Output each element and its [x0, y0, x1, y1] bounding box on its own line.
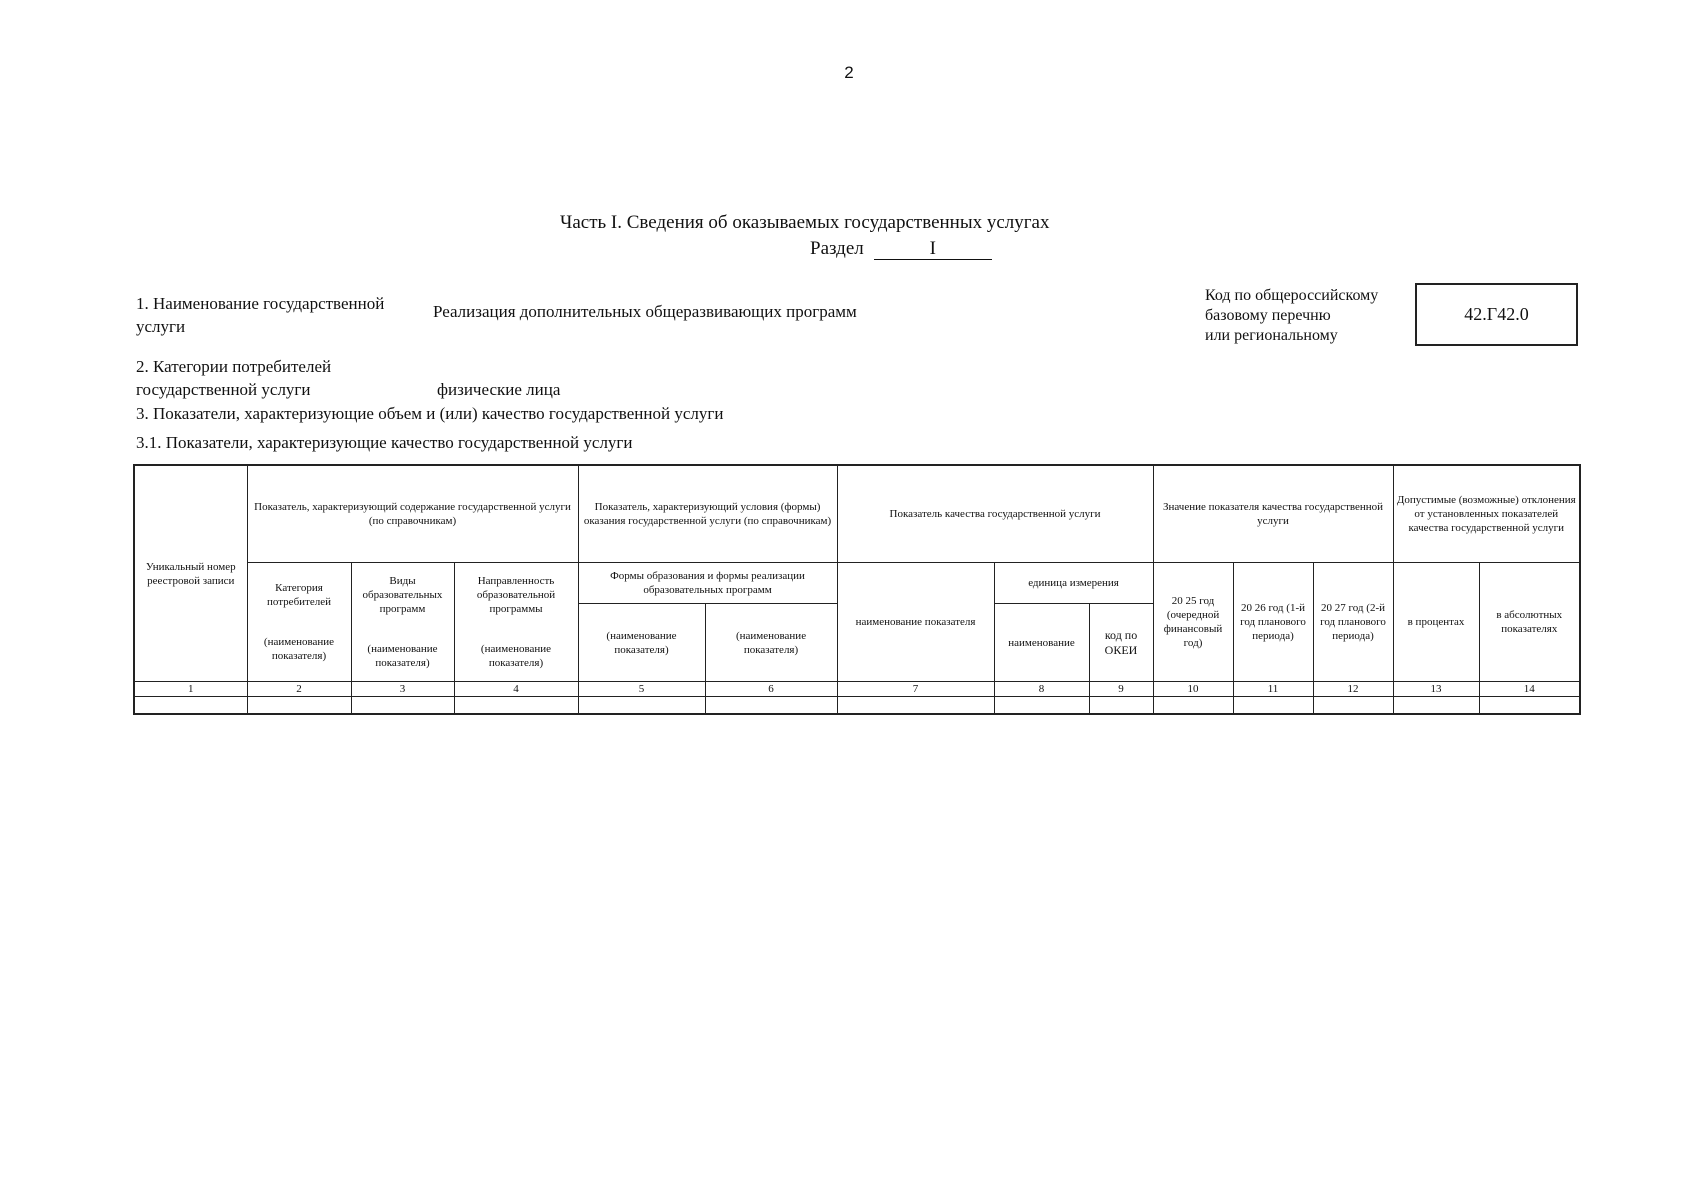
header-in-percent: в процентах: [1393, 563, 1479, 682]
header-year-2027: 20 27 год (2-й год планового периода): [1313, 563, 1393, 682]
table-cell: [1233, 697, 1313, 715]
service-name-label: 1. Наименование государственной услуги: [136, 294, 385, 336]
header-year-2025: 20 25 год (очередной финансовый год): [1153, 563, 1233, 682]
header-conditions-indicator: Показатель, характеризующий условия (формы) оказания государственной услуги (по справочникам): [578, 465, 837, 563]
header-unit-name: наименование: [994, 604, 1089, 682]
header-program-types: Виды образовательных программ (наименование показателя): [351, 563, 454, 682]
column-number: 4: [454, 682, 578, 697]
column-number: 9: [1089, 682, 1153, 697]
consumer-category-value: физические лица: [437, 380, 561, 399]
header-consumer-category: Категория потребителей (наименование показателя): [247, 563, 351, 682]
header-form-indicator-2: (наименование показателя): [705, 604, 837, 682]
part-title: Часть I. Сведения об оказываемых государственных услугах: [560, 212, 1050, 233]
service-name-value: Реализация дополнительных общеразвивающих программ: [433, 302, 857, 321]
column-number: 8: [994, 682, 1089, 697]
column-number-row: [134, 682, 1580, 697]
header-in-absolute: в абсолютных показателях: [1479, 563, 1580, 682]
table-cell: [134, 697, 247, 715]
table-cell: [247, 697, 351, 715]
section-number: I: [874, 239, 992, 260]
table-cell: [1393, 697, 1479, 715]
consumer-category-label-cont: государственной услуги: [136, 380, 311, 399]
column-number: 12: [1313, 682, 1393, 697]
header-year-2026: 20 26 год (1-й год планового периода): [1233, 563, 1313, 682]
code-label-line: Код по общероссийскому: [1205, 287, 1379, 304]
column-number: 11: [1233, 682, 1313, 697]
header-okei-code: код по ОКЕИ: [1089, 604, 1153, 682]
column-number: 7: [837, 682, 994, 697]
code-value-box: [1415, 283, 1578, 346]
table-cell: [578, 697, 705, 715]
table-cell: [994, 697, 1089, 715]
column-number: 3: [351, 682, 454, 697]
code-label: [1205, 286, 1405, 346]
quality-indicators-heading: 3.1. Показатели, характеризующие качество государственной услуги: [136, 433, 633, 452]
quality-indicators-table: [133, 464, 1581, 715]
column-number: 5: [578, 682, 705, 697]
code-label-line: базовому перечню: [1205, 307, 1331, 324]
table-cell: [1479, 697, 1580, 715]
table-cell: [837, 697, 994, 715]
column-number: 14: [1479, 682, 1580, 697]
header-unit-of-measure: единица измерения: [994, 563, 1153, 604]
table-cell: [454, 697, 578, 715]
header-education-forms: Формы образования и формы реализации образовательных программ: [578, 563, 837, 604]
header-program-direction: Направленность образовательной программы (наименование показателя): [454, 563, 578, 682]
table-cell: [1089, 697, 1153, 715]
header-quality-value: Значение показателя качества государственной услуги: [1153, 465, 1393, 563]
section-label: Раздел: [810, 238, 864, 259]
column-number: 6: [705, 682, 837, 697]
column-number: 2: [247, 682, 351, 697]
header-allowed-deviation: Допустимые (возможные) отклонения от установленных показателей качества государственной услуги: [1393, 465, 1580, 563]
column-number: 1: [134, 682, 247, 697]
section-heading: [810, 238, 992, 260]
header-form-indicator-1: (наименование показателя): [578, 604, 705, 682]
header-content-indicator: Показатель, характеризующий содержание государственной услуги (по справочникам): [247, 465, 578, 563]
consumer-category-label: 2. Категории потребителей: [136, 357, 332, 376]
table-cell: [1313, 697, 1393, 715]
column-number: 10: [1153, 682, 1233, 697]
page-number: 2: [844, 63, 854, 82]
indicators-heading: 3. Показатели, характеризующие объем и (или) качество государственной услуги: [136, 404, 724, 423]
header-quality-indicator: Показатель качества государственной услуги: [837, 465, 1153, 563]
header-indicator-name: наименование показателя: [837, 563, 994, 682]
table-cell: [351, 697, 454, 715]
table-cell: [1153, 697, 1233, 715]
table-row: [134, 697, 1580, 715]
column-number: 13: [1393, 682, 1479, 697]
table-cell: [705, 697, 837, 715]
header-unique-number: Уникальный номер реестровой записи: [134, 465, 247, 682]
code-label-line: или региональному: [1205, 327, 1338, 344]
code-value: 42.Г42.0: [1464, 304, 1529, 324]
